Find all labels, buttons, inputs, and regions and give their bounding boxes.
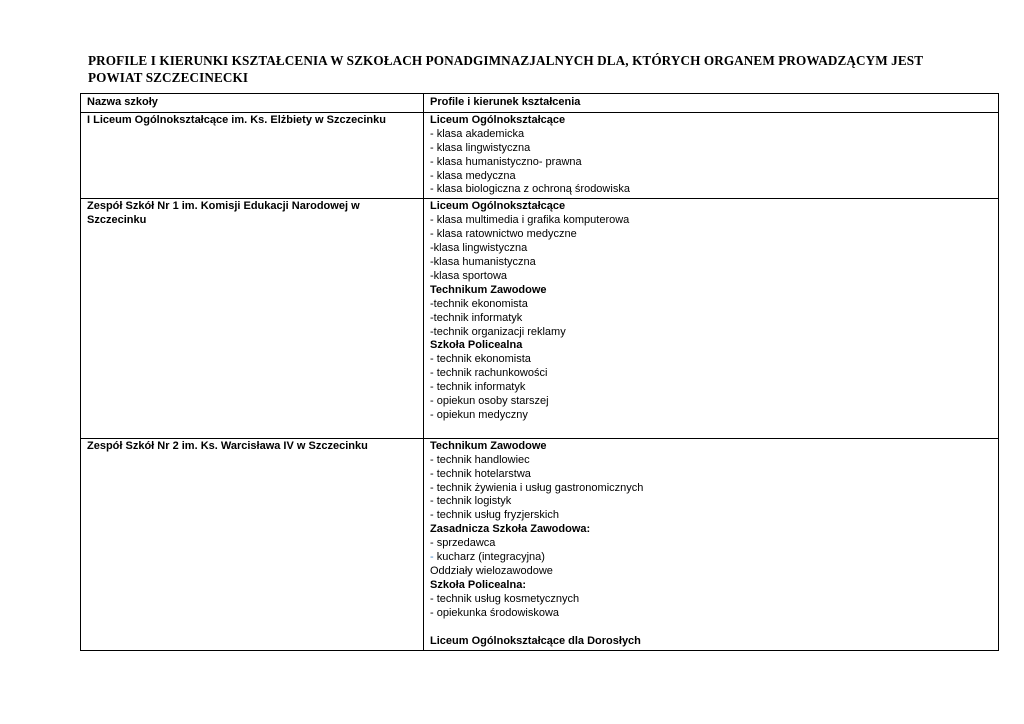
school-type-heading: Technikum Zawodowe xyxy=(430,439,547,452)
table-row xyxy=(81,199,999,439)
profile-item: - opiekun osoby starszej xyxy=(430,395,549,408)
profile-item: - klasa biologiczna z ochroną środowiska xyxy=(430,183,630,196)
table-row xyxy=(81,438,999,650)
profile-item: - technik usług kosmetycznych xyxy=(430,592,580,605)
profile-item: - technik handlowiec xyxy=(430,453,530,466)
header-profiles: Profile i kierunek kształcenia xyxy=(424,94,999,113)
profile-item: - kucharz (integracyjna) xyxy=(430,551,545,564)
table-body xyxy=(81,112,999,650)
profile-item: -technik informatyk xyxy=(430,311,523,324)
spacer xyxy=(430,621,992,635)
profiles-cell xyxy=(424,438,999,650)
school-type-heading: Szkoła Policealna xyxy=(430,339,523,352)
profile-item: -technik ekonomista xyxy=(430,297,528,310)
profile-item: - technik usług fryzjerskich xyxy=(430,509,559,522)
profile-item: - technik logistyk xyxy=(430,495,512,508)
document-title: PROFILE I KIERUNKI KSZTAŁCENIA W SZKOŁACH PONADGIMNAZJALNYCH DLA, KTÓRYCH ORGANEM PROWADZĄCYM JEST POWIAT SZCZECINECKI xyxy=(88,53,923,85)
table-header-row xyxy=(81,94,999,113)
school-type-heading: Liceum Ogólnokształcące dla Dorosłych xyxy=(430,634,641,647)
profile-item: -klasa lingwistyczna xyxy=(430,242,528,255)
profile-item: - technik żywienia i usług gastronomicznych xyxy=(430,481,644,494)
school-type-heading: Liceum Ogólnokształcące xyxy=(430,200,566,213)
school-name-cell: I Liceum Ogólnokształcące im. Ks. Elżbiety w Szczecinku xyxy=(81,112,424,198)
profiles-table xyxy=(80,93,999,651)
school-type-heading: Technikum Zawodowe xyxy=(430,283,547,296)
profile-item: Oddziały wielozawodowe xyxy=(430,565,553,577)
profile-item: - klasa medyczna xyxy=(430,169,516,182)
profile-item: - technik informatyk xyxy=(430,381,526,394)
table-row xyxy=(81,112,999,198)
profile-item: - klasa multimedia i grafika komputerowa xyxy=(430,214,630,227)
profile-item: - klasa humanistyczno- prawna xyxy=(430,155,582,168)
profile-item: - sprzedawca xyxy=(430,537,496,550)
profile-item: - technik rachunkowości xyxy=(430,367,548,380)
profile-item: - technik hotelarstwa xyxy=(430,467,531,480)
profile-item: -technik organizacji reklamy xyxy=(430,325,566,338)
profile-item: - technik ekonomista xyxy=(430,353,531,366)
profile-item: - klasa lingwistyczna xyxy=(430,141,531,154)
school-name-cell: Zespół Szkół Nr 1 im. Komisji Edukacji Narodowej w Szczecinku xyxy=(81,199,424,439)
profile-item: - opiekun medyczny xyxy=(430,408,528,421)
profile-item: - klasa ratownictwo medyczne xyxy=(430,228,577,241)
profile-item: - klasa akademicka xyxy=(430,127,525,140)
header-school-name: Nazwa szkoły xyxy=(81,94,424,113)
profiles-cell xyxy=(424,199,999,439)
school-type-heading: Liceum Ogólnokształcące xyxy=(430,113,566,126)
profile-item: - opiekunka środowiskowa xyxy=(430,606,560,619)
profile-item: -klasa sportowa xyxy=(430,269,508,282)
profiles-cell xyxy=(424,112,999,198)
school-type-heading: Szkoła Policealna: xyxy=(430,578,526,591)
school-name-cell: Zespół Szkół Nr 2 im. Ks. Warcisława IV w Szczecinku xyxy=(81,438,424,650)
profile-item: -klasa humanistyczna xyxy=(430,255,536,268)
spacer xyxy=(430,423,992,437)
school-type-heading: Zasadnicza Szkoła Zawodowa: xyxy=(430,523,591,536)
